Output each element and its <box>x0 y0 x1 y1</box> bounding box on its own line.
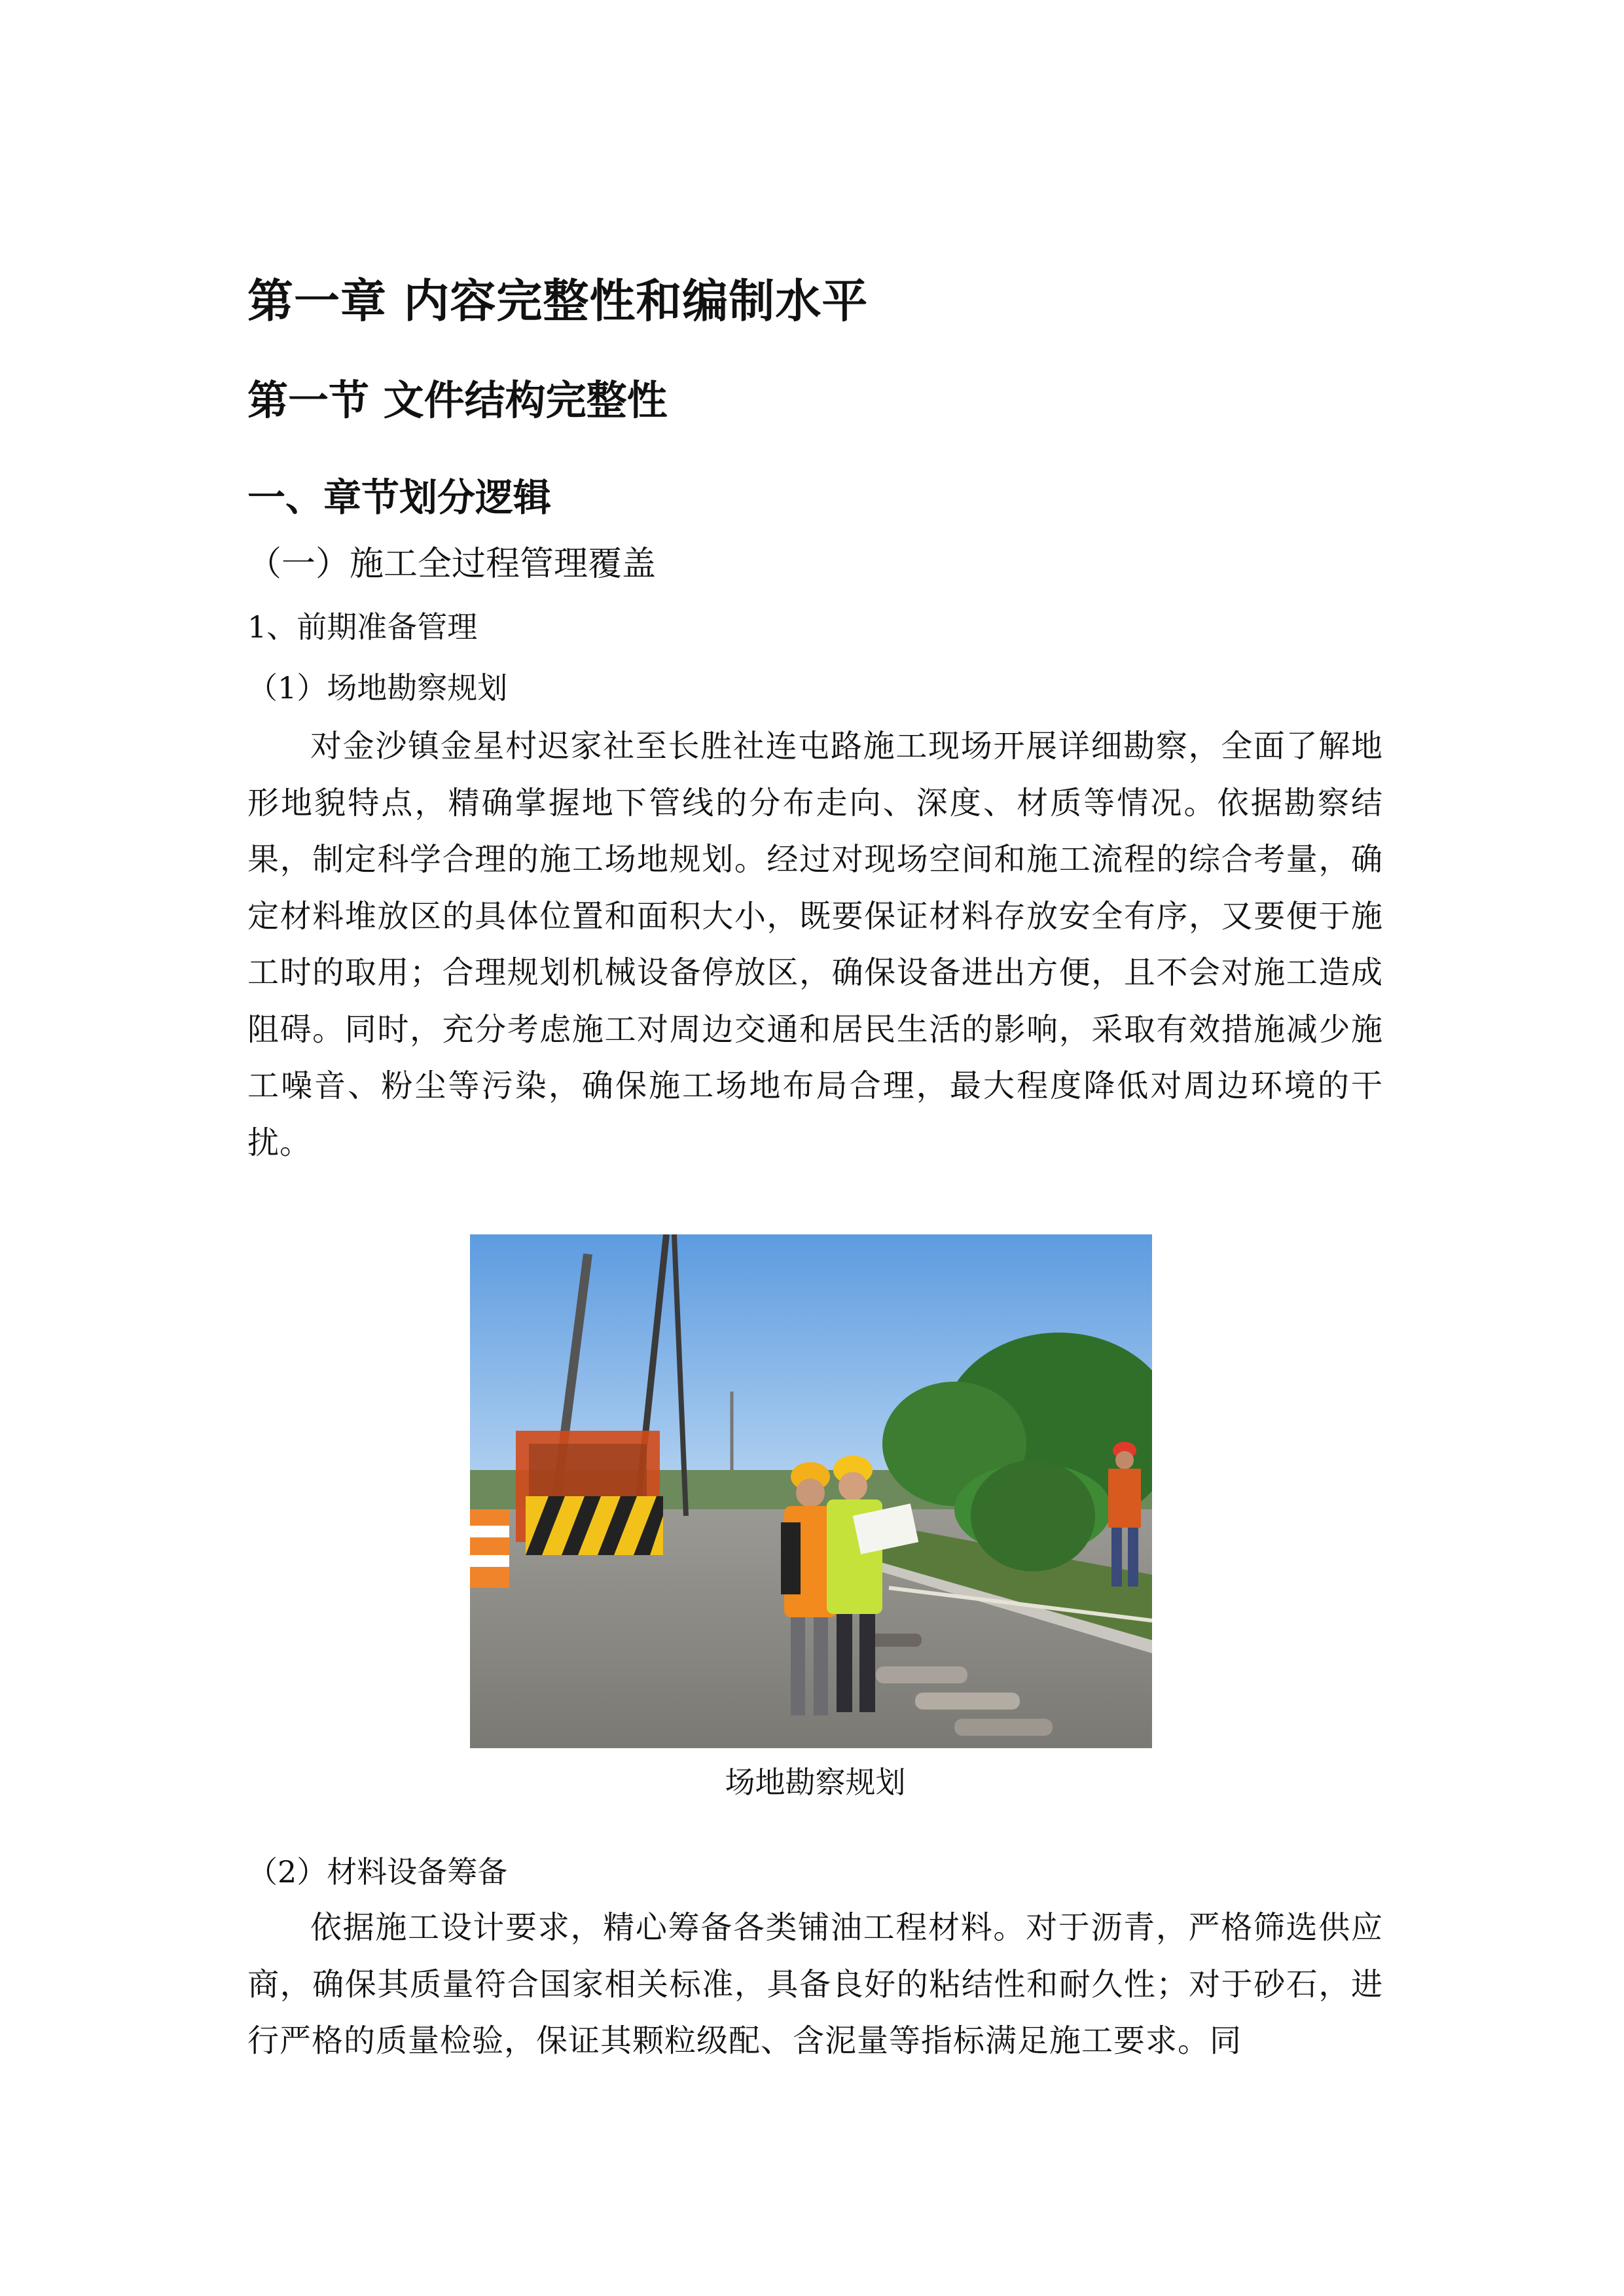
paragraph-site-survey: 对金沙镇金星村迟家社至长胜社连屯路施工现场开展详细勘察，全面了解地形地貌特点，精确掌握地下管线的分布走向、深度、材质等情况。依据勘察结果，制定科学合理的施工场地规划。经过对现场空间和施工流程的综合考量，确定材料堆放区的具体位置和面积大小，既要保证材料存放安全有序，又要便于施工时的取用；合理规划机械设备停放区，确保设备进出方便，且不会对施工造成阻碍。同时，充分考虑施工对周边交通和居民生活的影响，采取有效措施减少施工噪音、粉尘等污染，确保施工场地布局合理，最大程度降低对周边环境的干扰。 <box>247 728 1383 1161</box>
heading-materials: （2）材料设备筹备 <box>247 1854 508 1890</box>
photo-barrier <box>526 1496 663 1555</box>
site-survey-photo <box>470 1234 1152 1748</box>
heading-level5: 1、前期准备管理 <box>247 609 478 645</box>
heading-site-survey: （1）场地勘察规划 <box>247 670 508 706</box>
figure-caption: 场地勘察规划 <box>725 1765 906 1800</box>
subsection-title: 一、章节划分逻辑 <box>247 475 552 520</box>
heading-level4: （一）施工全过程管理覆盖 <box>247 545 657 584</box>
photo-shrub-round <box>971 1460 1095 1571</box>
chapter-title: 第一章 内容完整性和编制水平 <box>247 274 869 328</box>
section-title: 第一节 文件结构完整性 <box>247 376 668 424</box>
paragraph-materials: 依据施工设计要求，精心筹备各类铺油工程材料。对于沥青，严格筛选供应商，确保其质量符合国家相关标准，具备良好的粘结性和耐久性；对于砂石，进行严格的质量检验，保证其颗粒级配、含泥量等指标满足施工要求。同 <box>247 1909 1383 2059</box>
photo-traffic-barrel <box>470 1509 509 1588</box>
site-survey-photo-svg <box>470 1234 1152 1748</box>
